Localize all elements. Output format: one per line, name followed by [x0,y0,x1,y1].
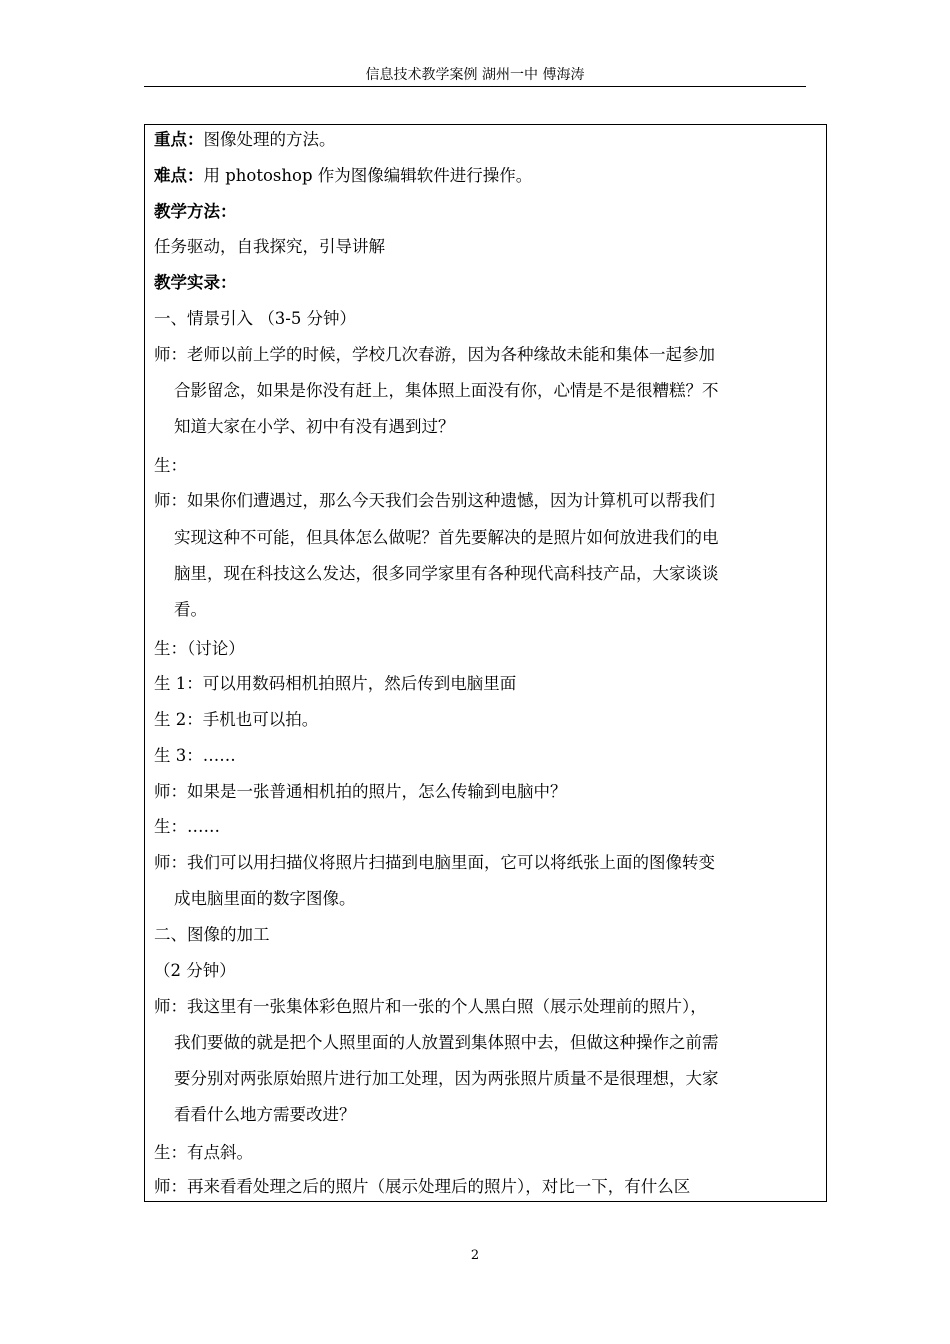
paragraph-line: 脑里，现在科技这么发达，很多同学家里有各种现代高科技产品，大家谈谈 [174,564,719,583]
focus-label: 重点： [154,130,204,149]
page-header: 信息技术教学案例 湖州一中 傅海涛 [365,67,585,83]
difficulty-text: 用 photoshop 作为图像编辑软件进行操作。 [203,166,533,185]
method-heading: 教学方法： [154,202,237,221]
focus-text: 图像处理的方法。 [203,130,336,149]
paragraph-line: 看看什么地方需要改进？ [174,1105,356,1124]
difficulty-label: 难点： [154,166,204,185]
paragraph-line: 我们要做的就是把个人照里面的人放置到集体照中去，但做这种操作之前需 [174,1033,719,1052]
paragraph-line: 要分别对两张原始照片进行加工处理，因为两张照片质量不是很理想，大家 [174,1069,719,1088]
paragraph-line: 师：如果你们遭遇过，那么今天我们会告别这种遗憾，因为计算机可以帮我们 [154,491,715,510]
paragraph-line: 师：老师以前上学的时候，学校几次春游，因为各种缘故未能和集体一起参加 [154,345,715,364]
paragraph-line: 生 1：可以用数码相机拍照片，然后传到电脑里面 [154,674,517,693]
paragraph-line: 实现这种不可能，但具体怎么做呢？首先要解决的是照片如何放进我们的电 [174,528,719,547]
paragraph-line: 生： [154,456,187,475]
paragraph-line: 生：有点斜。 [154,1143,253,1162]
paragraph-line: 师：如果是一张普通相机拍的照片，怎么传输到电脑中？ [154,782,567,801]
paragraph-line: 合影留念，如果是你没有赶上，集体照上面没有你，心情是不是很糟糕？不 [174,381,719,400]
page-number: 2 [470,1248,480,1263]
record-heading: 教学实录： [154,273,237,292]
lesson-table-cell [144,124,827,1202]
section-heading: 二、图像的加工 [154,925,270,944]
paragraph-line: 师：我们可以用扫描仪将照片扫描到电脑里面，它可以将纸张上面的图像转变 [154,853,715,872]
paragraph-line: 生 2：手机也可以拍。 [154,710,319,729]
paragraph-line: 成电脑里面的数字图像。 [174,889,356,908]
focus-line [154,128,336,152]
header-rule [144,86,806,87]
paragraph-line: 师：再来看看处理之后的照片（展示处理后的照片），对比一下，有什么区 [154,1177,691,1196]
paragraph-line: 生：…… [154,817,220,836]
paragraph-line: 看。 [174,600,207,619]
paragraph-line: 师：我这里有一张集体彩色照片和一张的个人黑白照（展示处理前的照片）， [154,997,707,1016]
paragraph-line: 生：（讨论） [154,639,245,658]
paragraph-line: 知道大家在小学、初中有没有遇到过？ [174,417,455,436]
difficulty-line [154,164,532,188]
section-heading: 一、情景引入 （3-5 分钟） [154,309,357,328]
method-text: 任务驱动，自我探究，引导讲解 [154,237,385,256]
paragraph-line: 生 3：…… [154,746,236,765]
paragraph-line: （2 分钟） [154,961,236,980]
